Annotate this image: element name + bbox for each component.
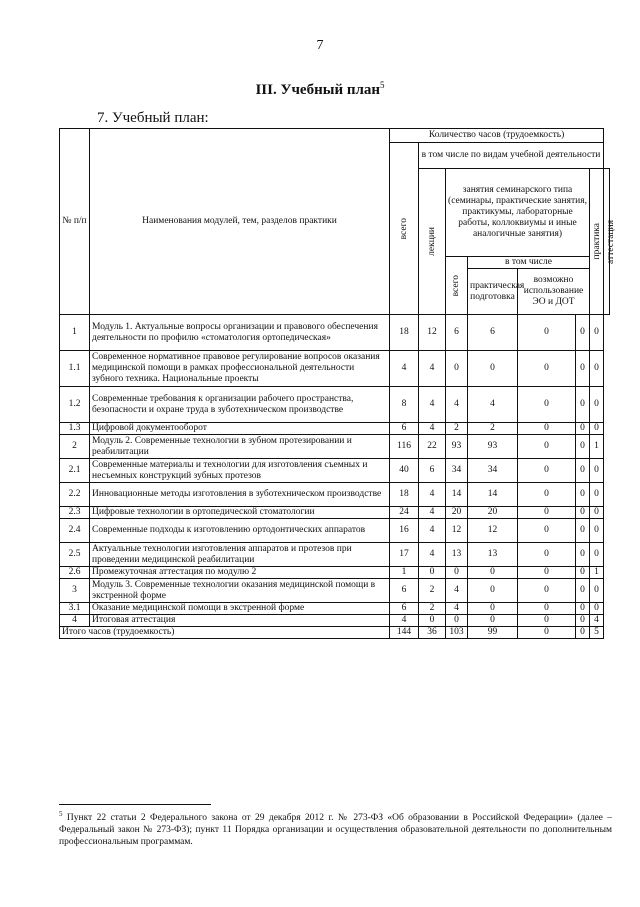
header-sem-total-text: всего (451, 274, 461, 297)
row-lectures: 4 (419, 507, 446, 519)
row-attestation: 1 (590, 567, 604, 579)
row-eo-dot: 0 (518, 483, 576, 507)
row-total: 18 (390, 483, 419, 507)
row-num: 3 (60, 579, 90, 603)
row-attestation: 0 (590, 603, 604, 615)
row-name: Модуль 2. Современные технологии в зубном протезировании и реабилитации (90, 435, 390, 459)
row-seminar: 4 (446, 579, 468, 603)
header-name: Наименования модулей, тем, разделов практики (90, 129, 390, 315)
row-practice: 0 (576, 603, 590, 615)
row-practice: 0 (576, 387, 590, 423)
row-eo-dot: 0 (518, 567, 576, 579)
row-practice: 0 (576, 351, 590, 387)
footnote (59, 808, 612, 848)
section-title (0, 80, 640, 99)
row-practical-training: 13 (468, 543, 518, 567)
row-lectures: 4 (419, 543, 446, 567)
table-row (60, 579, 610, 603)
row-attestation: 0 (590, 579, 604, 603)
row-eo-dot: 0 (518, 519, 576, 543)
table-row (60, 483, 610, 507)
row-practice: 0 (576, 423, 590, 435)
row-total: 8 (390, 387, 419, 423)
row-attestation: 4 (590, 615, 604, 627)
row-practice: 0 (576, 459, 590, 483)
header-num: № п/п (60, 129, 90, 315)
row-eo-dot: 0 (518, 543, 576, 567)
total-lectures: 36 (419, 627, 446, 639)
header-practical-training: практическая подготовка (468, 269, 518, 315)
row-total: 6 (390, 603, 419, 615)
row-practice: 0 (576, 519, 590, 543)
row-lectures: 4 (419, 483, 446, 507)
row-practical-training: 0 (468, 579, 518, 603)
row-practical-training: 14 (468, 483, 518, 507)
row-name: Современные требования к организации рабочего пространства, безопасности и охране труда в зуботехническом производстве (90, 387, 390, 423)
footnote-divider (59, 804, 211, 805)
row-practice: 0 (576, 579, 590, 603)
row-name: Цифровые технологии в ортопедической стоматологии (90, 507, 390, 519)
header-hours: Количество часов (трудоемкость) (390, 129, 604, 143)
table-row (60, 543, 610, 567)
table-row (60, 387, 610, 423)
row-total: 116 (390, 435, 419, 459)
row-practice: 0 (576, 483, 590, 507)
header-lectures (419, 169, 446, 315)
row-eo-dot: 0 (518, 435, 576, 459)
row-total: 6 (390, 579, 419, 603)
row-eo-dot: 0 (518, 387, 576, 423)
row-num: 2.6 (60, 567, 90, 579)
curriculum-table (59, 128, 617, 639)
table-row (60, 435, 610, 459)
row-lectures: 4 (419, 423, 446, 435)
row-practical-training: 2 (468, 423, 518, 435)
header-attestation (604, 169, 617, 315)
row-num: 1.2 (60, 387, 90, 423)
table-row (60, 567, 610, 579)
row-num: 1 (60, 315, 90, 351)
row-eo-dot: 0 (518, 459, 576, 483)
row-practical-training: 0 (468, 351, 518, 387)
row-practice: 0 (576, 315, 590, 351)
row-seminar: 2 (446, 423, 468, 435)
total-row (60, 627, 610, 639)
row-name: Современное нормативное правовое регулирование вопросов оказания медицинской помощи в рамках профессиональной деятельности зубного техника. Национальные проекты (90, 351, 390, 387)
row-total: 40 (390, 459, 419, 483)
section-title-text: III. Учебный план (255, 82, 381, 98)
row-name: Современные подходы к изготовлению ортодонтических аппаратов (90, 519, 390, 543)
row-name: Модуль 1. Актуальные вопросы организации и правового обеспечения деятельности по профилю «стоматология ортопедическая» (90, 315, 390, 351)
row-name: Промежуточная аттестация по модулю 2 (90, 567, 390, 579)
row-seminar: 0 (446, 567, 468, 579)
table-row (60, 423, 610, 435)
total-attestation: 5 (590, 627, 604, 639)
row-total: 24 (390, 507, 419, 519)
row-num: 3.1 (60, 603, 90, 615)
row-total: 4 (390, 351, 419, 387)
row-practice: 0 (576, 567, 590, 579)
row-lectures: 2 (419, 603, 446, 615)
row-seminar: 34 (446, 459, 468, 483)
subtitle: 7. Учебный план: (97, 110, 209, 126)
total-practical-training: 99 (468, 627, 518, 639)
row-eo-dot: 0 (518, 507, 576, 519)
row-seminar: 93 (446, 435, 468, 459)
row-attestation: 0 (590, 507, 604, 519)
row-attestation: 0 (590, 315, 604, 351)
row-total: 6 (390, 423, 419, 435)
row-practical-training: 0 (468, 567, 518, 579)
table-row (60, 507, 610, 519)
row-attestation: 0 (590, 351, 604, 387)
row-attestation: 0 (590, 543, 604, 567)
row-seminar: 20 (446, 507, 468, 519)
total-practice: 0 (576, 627, 590, 639)
row-total: 1 (390, 567, 419, 579)
row-practical-training: 4 (468, 387, 518, 423)
row-name: Актуальные технологии изготовления аппаратов и протезов при проведении медицинской реабилитации (90, 543, 390, 567)
row-eo-dot: 0 (518, 579, 576, 603)
table-row (60, 459, 610, 483)
row-num: 2.4 (60, 519, 90, 543)
table-row (60, 315, 610, 351)
row-eo-dot: 0 (518, 423, 576, 435)
row-name: Цифровой документооборот (90, 423, 390, 435)
row-attestation: 0 (590, 459, 604, 483)
footnote-mark: 5 (380, 80, 385, 90)
row-seminar: 0 (446, 351, 468, 387)
row-name: Итоговая аттестация (90, 615, 390, 627)
row-lectures: 4 (419, 387, 446, 423)
header-eo-dot: возможно использование ЭО и ДОТ (518, 269, 590, 315)
header-attestation-text: аттестация (606, 219, 617, 264)
row-lectures: 4 (419, 519, 446, 543)
row-seminar: 14 (446, 483, 468, 507)
row-num: 1.1 (60, 351, 90, 387)
row-eo-dot: 0 (518, 351, 576, 387)
row-num: 2 (60, 435, 90, 459)
footnote-text: Пункт 22 статьи 2 Федерального закона от 29 декабря 2012 г. № 273-ФЗ «Об образовании в Российской Федерации» (далее – Федеральный закон № 273-ФЗ); пункт 11 Порядка организации и осуществления образовательной деятельности по дополнительным профессиональным программам. (59, 813, 612, 848)
row-lectures: 0 (419, 567, 446, 579)
header-practice-text: практика (592, 223, 602, 260)
page-number: 7 (316, 38, 324, 53)
row-seminar: 4 (446, 603, 468, 615)
row-practical-training: 6 (468, 315, 518, 351)
row-seminar: 13 (446, 543, 468, 567)
row-num: 2.5 (60, 543, 90, 567)
row-eo-dot: 0 (518, 615, 576, 627)
row-practical-training: 34 (468, 459, 518, 483)
total-eo-dot: 0 (518, 627, 576, 639)
row-num: 2.1 (60, 459, 90, 483)
header-total (390, 143, 419, 315)
row-attestation: 0 (590, 483, 604, 507)
header-practice (590, 169, 604, 315)
row-seminar: 6 (446, 315, 468, 351)
row-seminar: 4 (446, 387, 468, 423)
row-eo-dot: 0 (518, 315, 576, 351)
footnote-ref: 5 (59, 810, 63, 818)
row-lectures: 0 (419, 615, 446, 627)
row-attestation: 1 (590, 435, 604, 459)
row-lectures: 2 (419, 579, 446, 603)
header-by-type: в том числе по видам учебной деятельности (419, 143, 604, 169)
row-attestation: 0 (590, 423, 604, 435)
row-name: Модуль 3. Современные технологии оказания медицинской помощи в экстренной форме (90, 579, 390, 603)
row-eo-dot: 0 (518, 603, 576, 615)
row-practical-training: 20 (468, 507, 518, 519)
row-lectures: 12 (419, 315, 446, 351)
row-lectures: 22 (419, 435, 446, 459)
table-row (60, 603, 610, 615)
total-hours: 144 (390, 627, 419, 639)
total-label: Итого часов (трудоемкость) (60, 627, 390, 639)
row-practical-training: 0 (468, 615, 518, 627)
row-total: 16 (390, 519, 419, 543)
table-row (60, 351, 610, 387)
row-practical-training: 12 (468, 519, 518, 543)
table-row (60, 519, 610, 543)
header-seminar: занятия семинарского типа (семинары, практические занятия, практикумы, лабораторные работы, коллоквиумы и иные аналогичные занятия) (446, 169, 590, 257)
row-name: Оказание медицинской помощи в экстренной форме (90, 603, 390, 615)
row-attestation: 0 (590, 519, 604, 543)
total-seminar: 103 (446, 627, 468, 639)
row-name: Инновационные методы изготовления в зуботехническом производстве (90, 483, 390, 507)
row-total: 4 (390, 615, 419, 627)
row-num: 1.3 (60, 423, 90, 435)
row-practical-training: 93 (468, 435, 518, 459)
row-practice: 0 (576, 615, 590, 627)
row-attestation: 0 (590, 387, 604, 423)
row-num: 2.3 (60, 507, 90, 519)
header-lectures-text: лекции (426, 227, 437, 256)
row-practice: 0 (576, 435, 590, 459)
row-total: 18 (390, 315, 419, 351)
header-sem-total (446, 257, 468, 315)
row-practice: 0 (576, 543, 590, 567)
row-num: 2.2 (60, 483, 90, 507)
row-total: 17 (390, 543, 419, 567)
row-seminar: 0 (446, 615, 468, 627)
row-practical-training: 0 (468, 603, 518, 615)
row-lectures: 4 (419, 351, 446, 387)
row-seminar: 12 (446, 519, 468, 543)
header-total-text: всего (398, 217, 409, 240)
row-num: 4 (60, 615, 90, 627)
header-incl: в том числе (468, 257, 590, 269)
row-lectures: 6 (419, 459, 446, 483)
row-name: Современные материалы и технологии для изготовления съемных и несъемных конструкций зубных протезов (90, 459, 390, 483)
table-row (60, 615, 610, 627)
row-practice: 0 (576, 507, 590, 519)
